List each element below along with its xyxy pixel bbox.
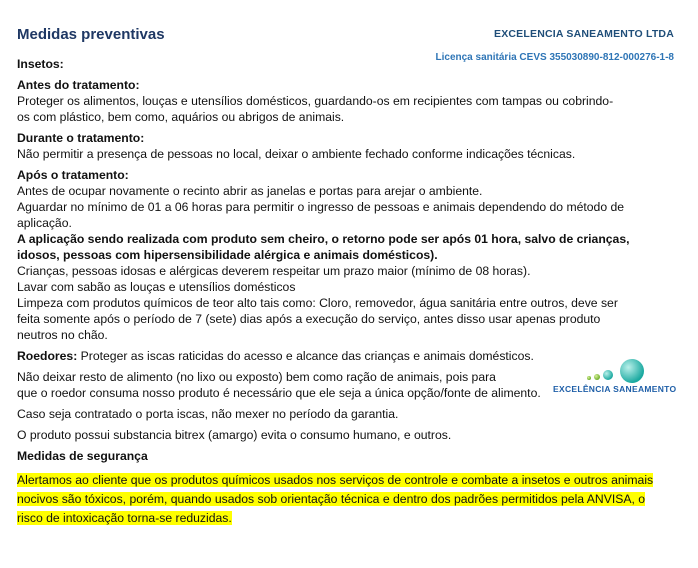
seguranca-line-2 <box>17 491 677 507</box>
seguranca-line-1 <box>17 472 677 488</box>
roedores-line-1 <box>17 348 542 364</box>
roedores-line-3: que o roedor consuma nosso produto é necessário que ele seja a única opção/fonte de alimento. <box>17 386 541 400</box>
apos-line-6: Limpeza com produtos químicos de teor alto tais como: Cloro, removedor, água sanitária entre outros, deve ser <box>17 296 618 310</box>
apos-line-3: aplicação. <box>17 216 72 230</box>
roedores-line-4: Caso seja contratado o porta iscas, não mexer no período da garantia. <box>17 407 399 421</box>
apos-line-4: Crianças, pessoas idosas e alérgicas deverem respeitar um prazo maior (mínimo de 08 horas). <box>17 264 531 278</box>
antes-line-2: os com plástico, bem como, aquários ou abrigos de animais. <box>17 110 345 124</box>
roedores-line-5: O produto possui substancia bitrex (amargo) evita o consumo humano, e outros. <box>17 428 452 442</box>
apos-line-1: Antes de ocupar novamente o recinto abrir as janelas e portas para arejar o ambiente. <box>17 184 483 198</box>
roedores-line-2: Não deixar resto de alimento (no lixo ou exposto) bem como ração de animais, pois para <box>17 370 496 384</box>
apos-bold-1: A aplicação sendo realizada com produto sem cheiro, o retorno pode ser após 01 hora, salvo de crianças, <box>17 232 630 246</box>
antes-heading: Antes do tratamento: <box>17 78 140 92</box>
durante-line-1: Não permitir a presença de pessoas no local, deixar o ambiente fechado conforme indicações técnicas. <box>17 147 576 161</box>
seguranca-heading: Medidas de segurança <box>17 449 148 463</box>
logo-text: EXCELÊNCIA SANEAMENTO <box>553 384 677 394</box>
apos-line-8: neutros no chão. <box>17 328 108 342</box>
roedores-text-1: Proteger as iscas raticidas do acesso e alcance das crianças e animais domésticos. <box>77 349 534 363</box>
roedores-label: Roedores: <box>17 349 78 363</box>
apos-line-5: Lavar com sabão as louças e utensílios domésticos <box>17 280 296 294</box>
apos-bold-2: idosos, pessoas com hipersensibilidade alérgica e animais domésticos). <box>17 248 438 262</box>
seguranca-text-1: Alertamos ao cliente que os produtos químicos usados nos serviços de controle e combate a insetos e outros animais <box>17 473 654 487</box>
seguranca-line-3 <box>17 510 677 526</box>
apos-line-7: feita somente após o período de 7 (sete) dias após a execução do serviço, antes disso usar apenas produto <box>17 312 601 326</box>
company-name: EXCELENCIA SANEAMENTO LTDA <box>493 28 674 40</box>
apos-line-2: Aguardar no mínimo de 01 a 06 horas para permitir o ingresso de pessoas e animais dependendo do método de <box>17 200 625 214</box>
durante-heading: Durante o tratamento: <box>17 131 145 145</box>
document-body <box>17 56 677 526</box>
page-title: Medidas preventivas <box>17 26 165 43</box>
company-logo <box>553 358 683 402</box>
seguranca-text-2: nocivos são tóxicos, porém, quando usados sob orientação técnica e dentro dos padrões permitidos pela ANVISA, o <box>17 492 646 506</box>
apos-heading: Após o tratamento: <box>17 168 129 182</box>
water-drops-logo-icon <box>553 358 683 386</box>
license-number: Licença sanitária CEVS 355030890-812-000276-1-8 <box>435 52 674 63</box>
antes-line-1: Proteger os alimentos, louças e utensílios domésticos, guardando-os em recipientes com tampas ou cobrindo- <box>17 94 614 108</box>
seguranca-text-3: risco de intoxicação torna-se reduzidas. <box>17 511 232 525</box>
insetos-heading: Insetos: <box>17 57 64 71</box>
